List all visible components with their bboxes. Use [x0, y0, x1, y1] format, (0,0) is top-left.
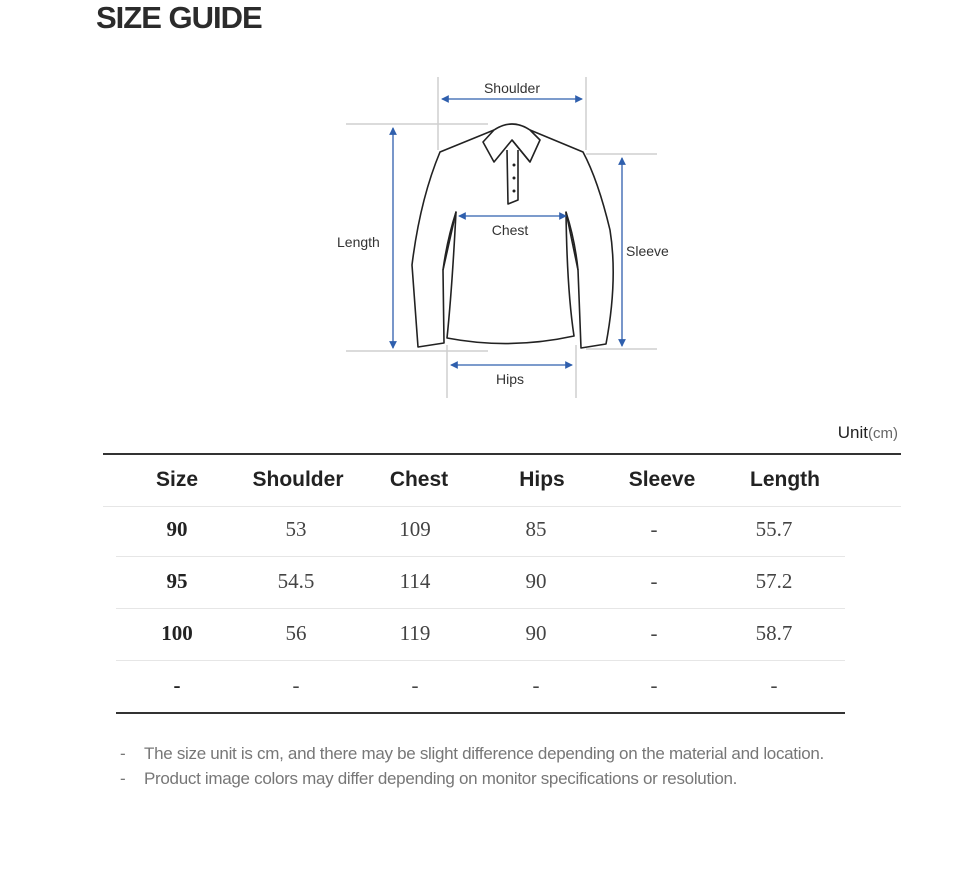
unit-label: Unit	[837, 423, 868, 442]
note-text: The size unit is cm, and there may be slight difference depending on the material and location.	[144, 744, 824, 763]
note-text: Product image colors may differ depending on monitor specifications or resolution.	[144, 769, 738, 788]
cell-sleeve: -	[650, 569, 658, 593]
size-notes	[120, 741, 824, 791]
sleeve-label: Sleeve	[626, 243, 669, 259]
note-item	[120, 766, 824, 791]
cell-length: 55.7	[755, 517, 793, 541]
cell-size: 95	[166, 569, 188, 593]
cell-chest: 119	[399, 621, 431, 645]
header-sleeve: Sleeve	[628, 468, 696, 491]
cell-length: 57.2	[755, 569, 793, 593]
row-rule	[116, 660, 845, 661]
page-title: SIZE GUIDE	[96, 0, 262, 35]
row-rule	[116, 556, 845, 557]
row-rule	[116, 608, 845, 609]
cell-length: -	[770, 673, 778, 697]
cell-shoulder: 54.5	[277, 569, 315, 593]
header-length: Length	[750, 468, 820, 491]
cell-shoulder: -	[292, 673, 300, 697]
cell-chest: 114	[399, 569, 431, 593]
cell-length: 58.7	[755, 621, 793, 645]
cell-chest: 109	[399, 517, 431, 541]
note-item	[120, 741, 824, 766]
header-shoulder: Shoulder	[252, 468, 344, 491]
garment-diagram	[0, 0, 960, 420]
cell-size: -	[173, 673, 181, 697]
cell-sleeve: -	[650, 517, 658, 541]
table-bottom-rule	[116, 712, 845, 714]
unit-indicator	[838, 423, 898, 443]
chest-label: Chest	[491, 222, 529, 238]
unit-value: (cm)	[868, 425, 898, 442]
hips-label: Hips	[495, 371, 525, 387]
header-chest: Chest	[389, 468, 449, 491]
note-dash: -	[120, 744, 126, 763]
cell-hips: 90	[525, 569, 547, 593]
cell-size: 90	[166, 517, 188, 541]
note-dash: -	[120, 769, 126, 788]
cell-shoulder: 53	[285, 517, 307, 541]
cell-hips: -	[532, 673, 540, 697]
header-hips: Hips	[519, 468, 565, 491]
header-rule	[103, 506, 901, 507]
cell-sleeve: -	[650, 673, 658, 697]
cell-hips: 85	[525, 517, 547, 541]
shoulder-label: Shoulder	[483, 80, 541, 96]
cell-chest: -	[411, 673, 419, 697]
table-top-rule	[103, 453, 901, 455]
cell-shoulder: 56	[285, 621, 307, 645]
cell-hips: 90	[525, 621, 547, 645]
cell-size: 100	[161, 621, 193, 645]
cell-sleeve: -	[650, 621, 658, 645]
header-size: Size	[155, 468, 199, 491]
length-label: Length	[337, 234, 380, 250]
